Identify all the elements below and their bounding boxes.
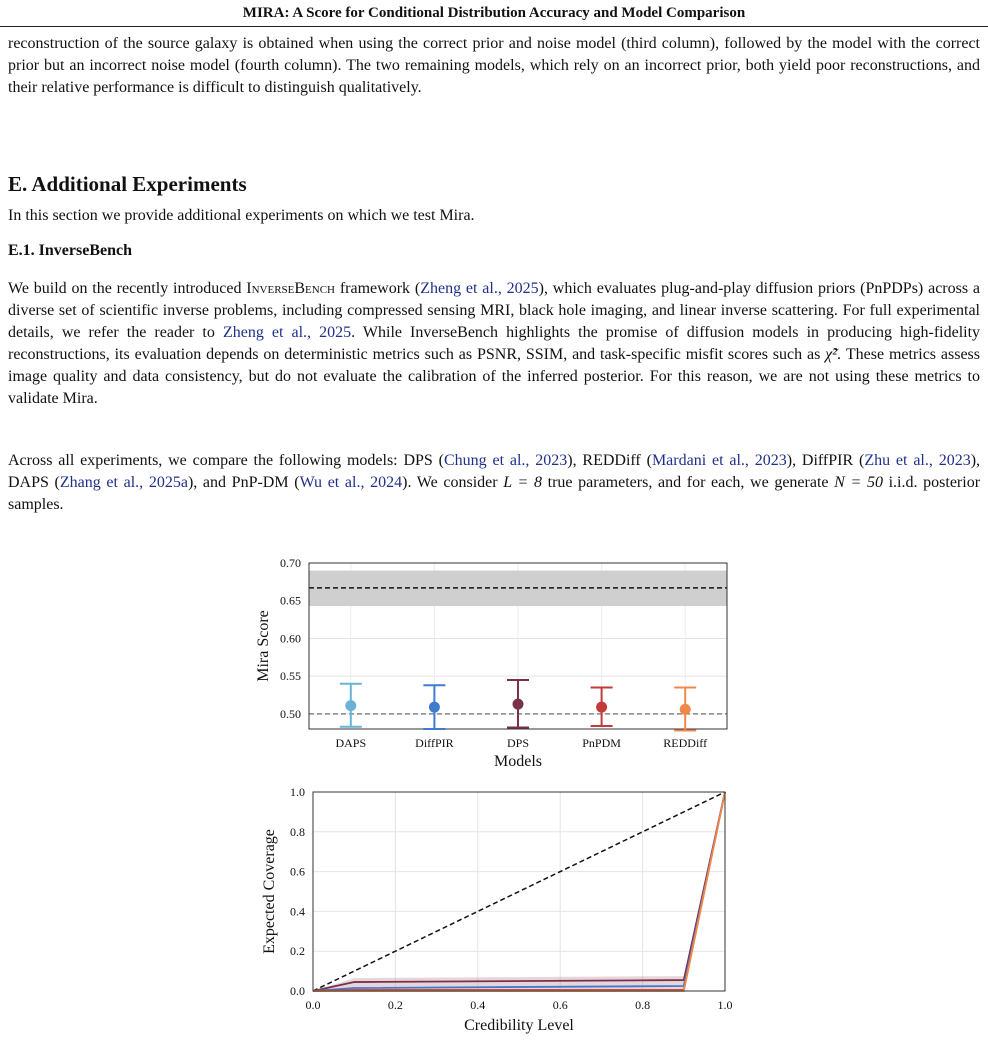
y-tick-label: 0.2 bbox=[290, 944, 305, 959]
citation-link[interactable]: Mardani et al., 2023 bbox=[651, 452, 787, 469]
section-intro: In this section we provide additional experiments on which we test Mira. bbox=[8, 207, 475, 224]
y-axis-label: Mira Score bbox=[255, 610, 272, 682]
y-axis-label: Expected Coverage bbox=[261, 829, 278, 954]
citation-link[interactable]: Zhang et al., 2025a bbox=[59, 474, 188, 491]
x-axis-label: Models bbox=[494, 753, 542, 770]
x-tick-label: 0.4 bbox=[470, 998, 486, 1012]
y-tick-label: 0.70 bbox=[280, 556, 301, 570]
data-point bbox=[596, 702, 607, 713]
x-tick-label: REDDiff bbox=[663, 736, 708, 750]
y-tick-label: 0.8 bbox=[290, 824, 305, 839]
citation-link[interactable]: Zheng et al., 2025 bbox=[420, 280, 539, 297]
data-point bbox=[345, 700, 356, 711]
inversebench-name: InverseBench bbox=[246, 280, 336, 297]
y-tick-label: 0.65 bbox=[280, 593, 301, 608]
citation-link[interactable]: Zhu et al., 2023 bbox=[864, 452, 971, 469]
mira-score-chart bbox=[0, 548, 988, 788]
y-tick-label: 0.50 bbox=[280, 706, 301, 721]
data-point bbox=[429, 702, 440, 713]
subsection-heading: E.1. InverseBench bbox=[8, 242, 132, 259]
x-tick-label: 0.0 bbox=[305, 998, 321, 1012]
y-tick-label: 0.4 bbox=[290, 904, 305, 919]
y-tick-label: 0.0 bbox=[290, 984, 305, 998]
header-rule bbox=[0, 26, 988, 27]
chi-squared-symbol: χ̃² bbox=[825, 346, 838, 363]
intro-paragraph: reconstruction of the source galaxy is obtained when using the correct prior and noise model (third column), followed by the model with the correct prior but an incorrect noise model (fourth column). The two remaining models, which rely on an incorrect prior, both yield poor reconstructions, and their relative performance is difficult to distinguish qualitatively. bbox=[8, 35, 980, 96]
data-point bbox=[680, 704, 691, 715]
x-tick-label: 0.2 bbox=[387, 998, 403, 1012]
x-axis-label: Credibility Level bbox=[464, 1017, 574, 1034]
diagonal-reference-line bbox=[313, 792, 725, 991]
citation-link[interactable]: Chung et al., 2023 bbox=[443, 452, 568, 469]
y-tick-label: 1.0 bbox=[290, 785, 305, 799]
y-tick-label: 0.60 bbox=[280, 631, 301, 646]
x-tick-label: 0.8 bbox=[635, 998, 651, 1012]
y-tick-label: 0.55 bbox=[280, 669, 301, 684]
data-point bbox=[513, 699, 524, 710]
expected-coverage-chart bbox=[0, 785, 988, 1055]
x-tick-label: 1.0 bbox=[717, 998, 733, 1012]
math-n: N = 50 bbox=[834, 474, 883, 491]
x-tick-label: DiffPIR bbox=[415, 736, 454, 750]
math-l: L = 8 bbox=[503, 474, 542, 491]
x-tick-label: 0.6 bbox=[552, 998, 568, 1012]
citation-link[interactable]: Wu et al., 2024 bbox=[299, 474, 403, 491]
paragraph-models: Across all experiments, we compare the following models: DPS (Chung et al., 2023), REDDiff (Mardani et al., 2023), DiffPIR (Zhu et al., 2023), DAPS (Zhang et al., 2025a), and PnP-DM (Wu et al., 2024). We consider L = 8 true parameters, and for each, we generate N = 50 i.i.d. posterior samples. bbox=[8, 452, 981, 513]
running-header: MIRA: A Score for Conditional Distribution Accuracy and Model Comparison bbox=[242, 5, 746, 21]
x-tick-label: DPS bbox=[506, 736, 530, 750]
citation-link[interactable]: Zheng et al., 2025 bbox=[222, 324, 352, 341]
x-tick-label: PnPDM bbox=[582, 736, 621, 750]
x-tick-label: DAPS bbox=[335, 736, 367, 750]
section-heading: E. Additional Experiments bbox=[8, 172, 247, 196]
paragraph-inversebench: We build on the recently introduced InverseBench framework (Zheng et al., 2025), which evaluates plug-and-play diffusion priors (PnPDPs) across a diverse set of scientific inverse problems, including compressed sensing MRI, black hole imaging, and linear inverse scattering. For full experimental details, we refer the reader to Zheng et al., 2025. While InverseBench highlights the promise of diffusion models in producing high-fidelity reconstructions, its evaluation depends on deterministic metrics such as PSNR, SSIM, and task-specific misfit scores such as χ̃². These metrics assess image quality and data consistency, but do not evaluate the calibration of the inferred posterior. For this reason, we are not using these metrics to validate Mira. bbox=[8, 280, 981, 407]
y-tick-label: 0.6 bbox=[290, 864, 305, 879]
